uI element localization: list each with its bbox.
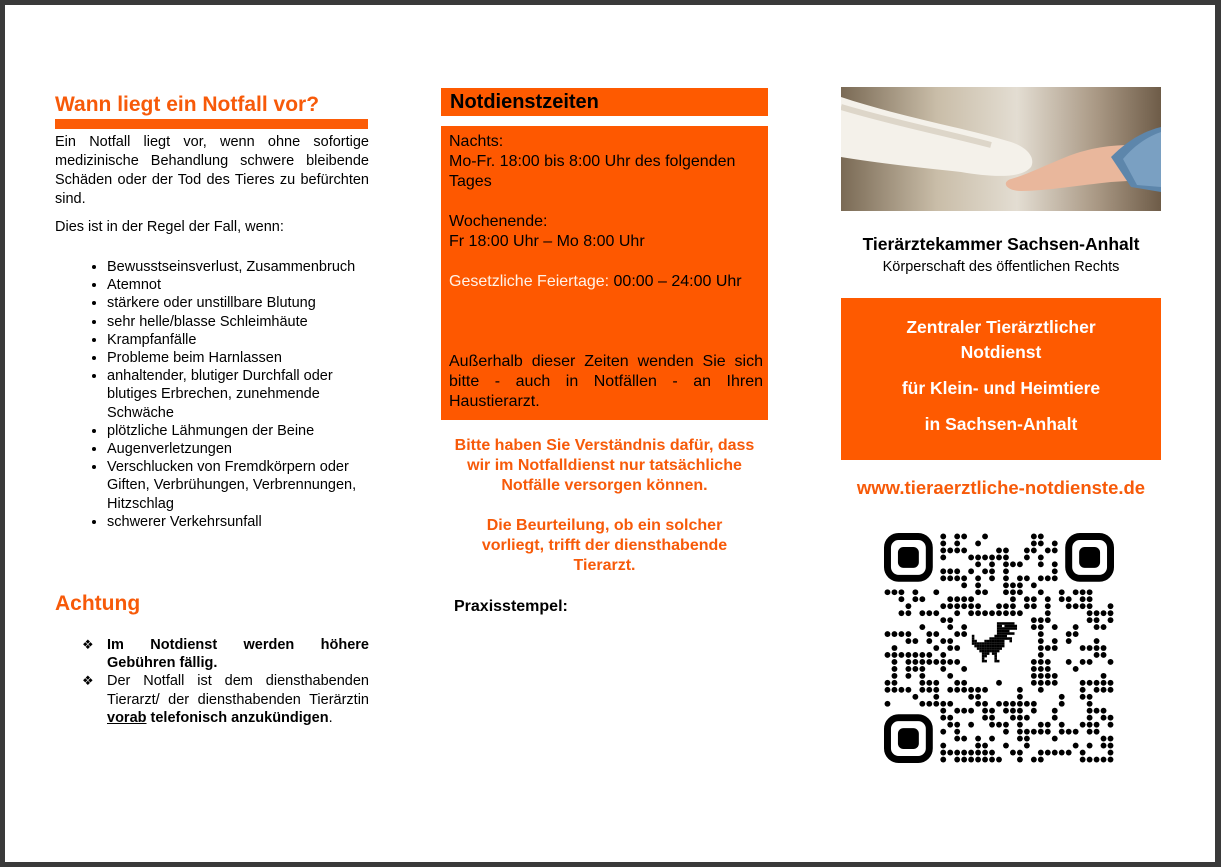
symptom-list [55,258,369,531]
service-times-box [441,126,768,420]
diamond-bullet-icon: ❖ [82,673,94,689]
symptom-item: • stärkere oder unstillbare Blutung [107,294,369,312]
weekend-label: Wochenende: [449,213,548,230]
symptom-item: • Krampfanfälle [107,331,369,349]
attention-call-text-c: telefonisch anzukündigen [146,709,329,726]
holidays-text: 00:00 – 24:00 Uhr [609,273,742,290]
heading-when-emergency: Wann liegt ein Notfall vor? [55,93,320,116]
attention-item [55,636,369,672]
attention-list [55,636,369,727]
org-name: Tierärztekammer Sachsen-Anhalt [862,234,1140,254]
holidays-line [449,272,763,292]
photo-illustration [841,87,1161,211]
symptom-item: • Augenverletzungen [107,440,369,458]
column-service-times [441,88,768,616]
nights-text: Mo-Fr. 18:00 bis 8:00 Uhr des folgenden Tages [449,153,736,190]
holidays-label: Gesetzliche Feiertage: [449,273,610,290]
attention-call-vorab: vorab [107,709,147,726]
service-times-title: Notdienstzeiten [441,88,768,116]
column-organization [841,87,1161,499]
brochure-page [5,5,1215,862]
diamond-bullet-icon: ❖ [82,637,94,653]
attention-call-text-a: Der Notfall ist dem diensthabenden Tierarzt/ der diensthabenden Tierärztin [107,673,369,708]
weekend-text: Fr 18:00 Uhr – Mo 8:00 Uhr [449,233,645,250]
column-emergency-info [55,93,369,727]
notice-assessment: Die Beurteilung, ob ein solcher vorliegt, trifft der diensthabende Tierarzt. [481,517,728,574]
attention-item [55,672,369,727]
symptom-item: • plötzliche Lähmungen der Beine [107,422,369,440]
stamp-label: Praxisstempel: [454,598,568,615]
banner-line-3: für Klein- und Heimtiere [901,378,1101,398]
banner-line-4: in Sachsen-Anhalt [924,414,1078,434]
service-banner [841,298,1161,460]
symptom-item: • anhaltender, blutiger Durchfall oder blutiges Erbrechen, zunehmende Schwäche [107,367,369,422]
lead-paragraph: Dies ist in der Regel der Fall, wenn: [55,219,284,235]
outside-hours-text: Außerhalb dieser Zeiten wenden Sie sich bitte - auch in Notfällen - an Ihren Haustierarzt. [449,353,763,410]
attention-fees-text: Im Notdienst werden höhere Gebühren fällig. [107,637,369,672]
intro-paragraph: Ein Notfall liegt vor, wenn ohne sofortige medizinische Behandlung schwere bleibende Schäden oder der Tod des Tieres zu befürchten sind. [55,134,369,207]
dog-paw-and-hand-photo [841,87,1161,211]
notice-understanding: Bitte haben Sie Verständnis dafür, dass wir im Notfalldienst nur tatsächliche Notfälle versorgen können. [454,437,755,494]
heading-attention: Achtung [55,592,141,616]
symptom-item: • sehr helle/blasse Schleimhäute [107,313,369,331]
nights-label: Nachts: [449,133,504,150]
banner-line-1: Zentraler Tierärztlicher [906,317,1096,337]
banner-line-2: Notdienst [960,342,1042,362]
symptom-item: • Probleme beim Harnlassen [107,349,369,367]
heading-underline-bar [55,119,368,129]
org-subtitle: Körperschaft des öffentlichen Rechts [882,259,1120,275]
symptom-item: • Atemnot [107,276,369,294]
attention-call-text-d: . [328,709,333,726]
symptom-item: • Verschlucken von Fremdkörpern oder Giften, Verbrühungen, Verbrennungen, Hitzschlag [107,458,369,513]
symptom-item: • schwerer Verkehrsunfall [107,513,369,531]
symptom-item: • Bewusstseinsverlust, Zusammenbruch [107,258,369,276]
website-link[interactable]: www.tieraerztliche-notdienste.de [856,477,1146,498]
qr-code-icon[interactable] [884,533,1114,763]
